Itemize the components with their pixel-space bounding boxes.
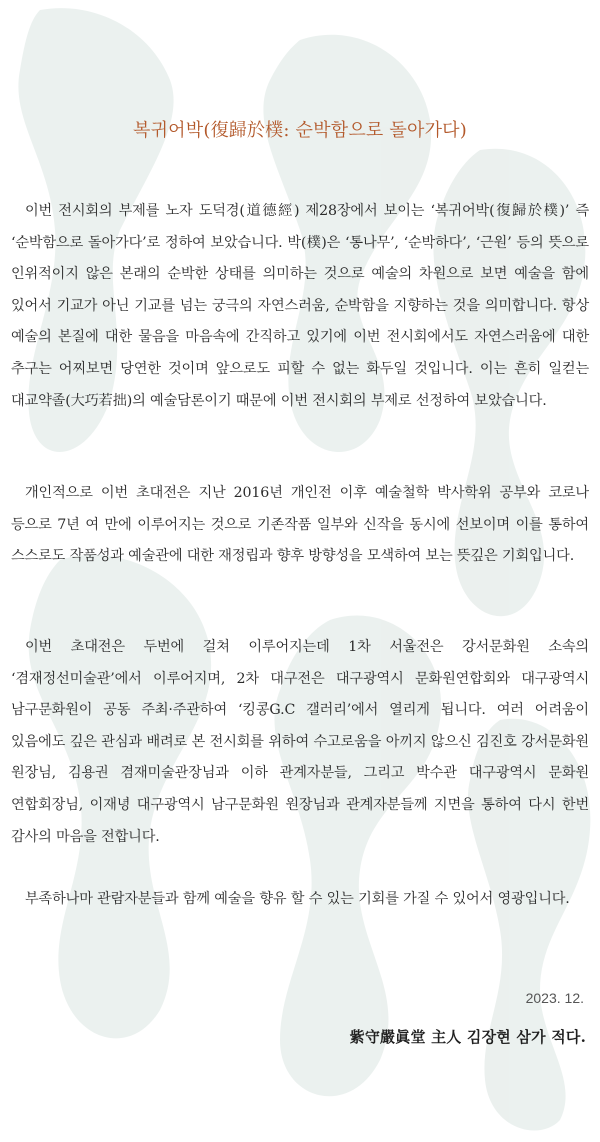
paragraph-closing: 부족하나마 관람자분들과 함께 예술을 향유 할 수 있는 기회를 가질 수 있어서 영광입니다. (25, 891, 570, 907)
paragraph-invitation-background: 개인적으로 이번 초대전은 지난 2016년 개인전 이후 예술철학 박사학위 공부와 코로나 등으로 7년 여 만에 이루어지는 것으로 기존작품 일부와 신작을 동시에 선보이며 이를 통하여 스스로도 작품성과 예술관에 대한 재정립과 향후 방향성을 모색하여 보는 뜻깊은 기회입니다. (11, 485, 589, 565)
signature-line: 紫守嚴眞堂 主人 김장현 삼가 적다. (349, 1028, 586, 1046)
page-title: 복귀어박(復歸於樸: 순박함으로 돌아가다) (133, 120, 467, 141)
date-line: 2023. 12. (525, 990, 584, 1006)
paragraph-acknowledgements: 이번 초대전은 두번에 걸쳐 이루어지는데 1차 서울전은 강서문화원 소속의 ‘겸재정선미술관’에서 이루어지며, 2차 대구전은 대구광역시 문화원연합회와 대구광역시 남구문화원이 공동 주최·주관하여 ‘킹콩G.C 갤러리’에서 열리게 됩니다. 여러 어려움이 있음에도 깊은 관심과 배려로 본 전시회를 위하여 수고로움을 아끼지 않으신 김진호 강서문화원 원장님, 김용권 겸재미술관장님과 이하 관계자분들, 그리고 박수관 대구광역시 문화원 연합회장님, 이재녕 대구광역시 남구문화원 원장님과 관계자분들께 지면을 통하여 다시 한번 감사의 마음을 전합니다. (11, 639, 589, 845)
paragraph-exhibition-subtitle: 이번 전시회의 부제를 노자 도덕경(道德經) 제28장에서 보이는 ‘복귀어박(復歸於樸)’ 즉 ‘순박함으로 돌아가다’로 정하여 보았습니다. 박(樸)은 ‘통나무’, ‘순박하다’, ‘근원’ 등의 뜻으로 인위적이지 않은 본래의 순박한 상태를 의미하는 것으로 예술의 차원으로 보면 예술을 함에 있어서 기교가 아닌 기교를 넘는 궁극의 자연스러움, 순박함을 지향하는 것을 의미합니다. 항상 예술의 본질에 대한 물음을 마음속에 간직하고 있기에 이번 전시회에서도 자연스러움에 대한 추구는 어찌보면 당연한 것이며 앞으로도 피할 수 없는 화두일 것입니다. 이는 흔히 일컫는 대교약졸(大巧若拙)의 예술담론이기 때문에 이번 전시회의 부제로 선정하여 보았습니다. (11, 203, 589, 409)
